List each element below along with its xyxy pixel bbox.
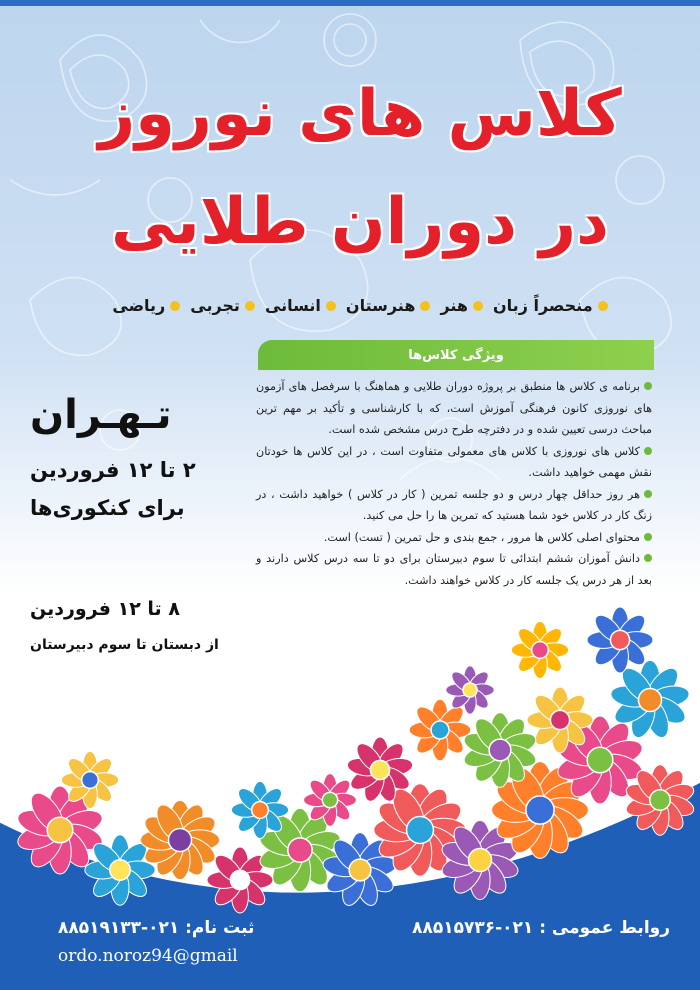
subject-item [112,296,180,315]
subject-item [440,296,483,315]
feature-item [256,484,652,527]
subject-label: هنر [440,296,469,315]
feature-text: هر روز حداقل چهار درس و دو جلسه تمرین ( کار در کلاس ) خواهید داشت ، در زنگ کار در کلاس خود شما هستید که تمرین ها را حل می کنید. [256,487,652,522]
flowers-illustration [0,600,700,920]
title-line-2: در دوران طلایی [111,185,609,259]
date-range-school: ۸ تا ۱۲ فروردین [30,598,180,620]
flower-shape [409,699,471,761]
green-bullet-icon [644,554,652,562]
bullet-dot-icon [473,301,483,311]
flower-shape [511,621,568,678]
green-bullet-icon [644,447,652,455]
subject-label: منحصراً زبان [493,296,593,315]
feature-text: دانش آموزان ششم ابتدائی تا سوم دبیرستان برای دو تا سه درس کلاس دارند و بعد از هر درس یک جلسه کار در کلاس خواهند داشت. [256,552,652,587]
feature-item [256,548,652,591]
bullet-dot-icon [326,301,336,311]
flower-shape [231,781,288,838]
feature-item [256,527,652,549]
feature-item [256,376,652,441]
audience-school: از دبستان تا سوم دبیرستان [30,637,219,653]
bullet-dot-icon [598,301,608,311]
subject-item [190,296,255,315]
flower-shape [527,687,593,753]
green-bullet-icon [644,490,652,498]
features-heading: ویژگی کلاس‌ها [258,340,654,370]
flower-shape [304,774,357,827]
bullet-dot-icon [170,301,180,311]
subject-label: ریاضی [112,296,166,315]
public-relations-phone: روابط عمومی : ۰۲۱-۸۸۵۱۵۷۳۶ [412,918,670,938]
flower-shape [446,666,494,714]
green-bullet-icon [644,382,652,390]
subject-item [346,296,431,315]
title-line-1: کلاس های نوروز [98,77,622,151]
city-name: تـهـران [30,392,172,438]
bullet-dot-icon [245,301,255,311]
features-list [256,376,652,591]
flower-shape [587,607,653,673]
audience-konkur: برای کنکوری‌ها [30,496,185,520]
subject-item [265,296,336,315]
bullet-dot-icon [420,301,430,311]
flower-shape [61,751,118,808]
subject-label: هنرستان [345,296,416,315]
green-bullet-icon [644,533,652,541]
feature-text: کلاس های نوروزی با کلاس های معمولی متفاوت است ، در این کلاس ها خودتان نقش مهمی خواهید داشت. [256,444,652,479]
email-address[interactable]: ordo.noroz94@gmail [58,946,238,966]
feature-item [256,441,652,484]
feature-text: محتوای اصلی کلاس ها مرور ، جمع بندی و حل تمرین ( تست) است. [323,530,640,544]
subjects-list [60,296,660,315]
subject-label: انسانی [264,296,321,315]
date-range-konkur: ۲ تا ۱۲ فروردین [30,458,196,482]
subject-item [493,296,608,315]
registration-phone: ثبت نام: ۰۲۱-۸۸۵۱۹۱۳۳ [58,918,255,938]
feature-text: برنامه ی کلاس ها منطبق بر پروژه دوران طلایی و هماهنگ با سرفصل های آزمون های نوروزی کانون فرهنگی آموزش است، که با کارشناسی و تأکید بر مهم ترین مباحث درسی تعیین شده و در دفترچه طرح درس مشخص شده است. [256,380,652,436]
subject-label: تجربی [190,296,240,315]
